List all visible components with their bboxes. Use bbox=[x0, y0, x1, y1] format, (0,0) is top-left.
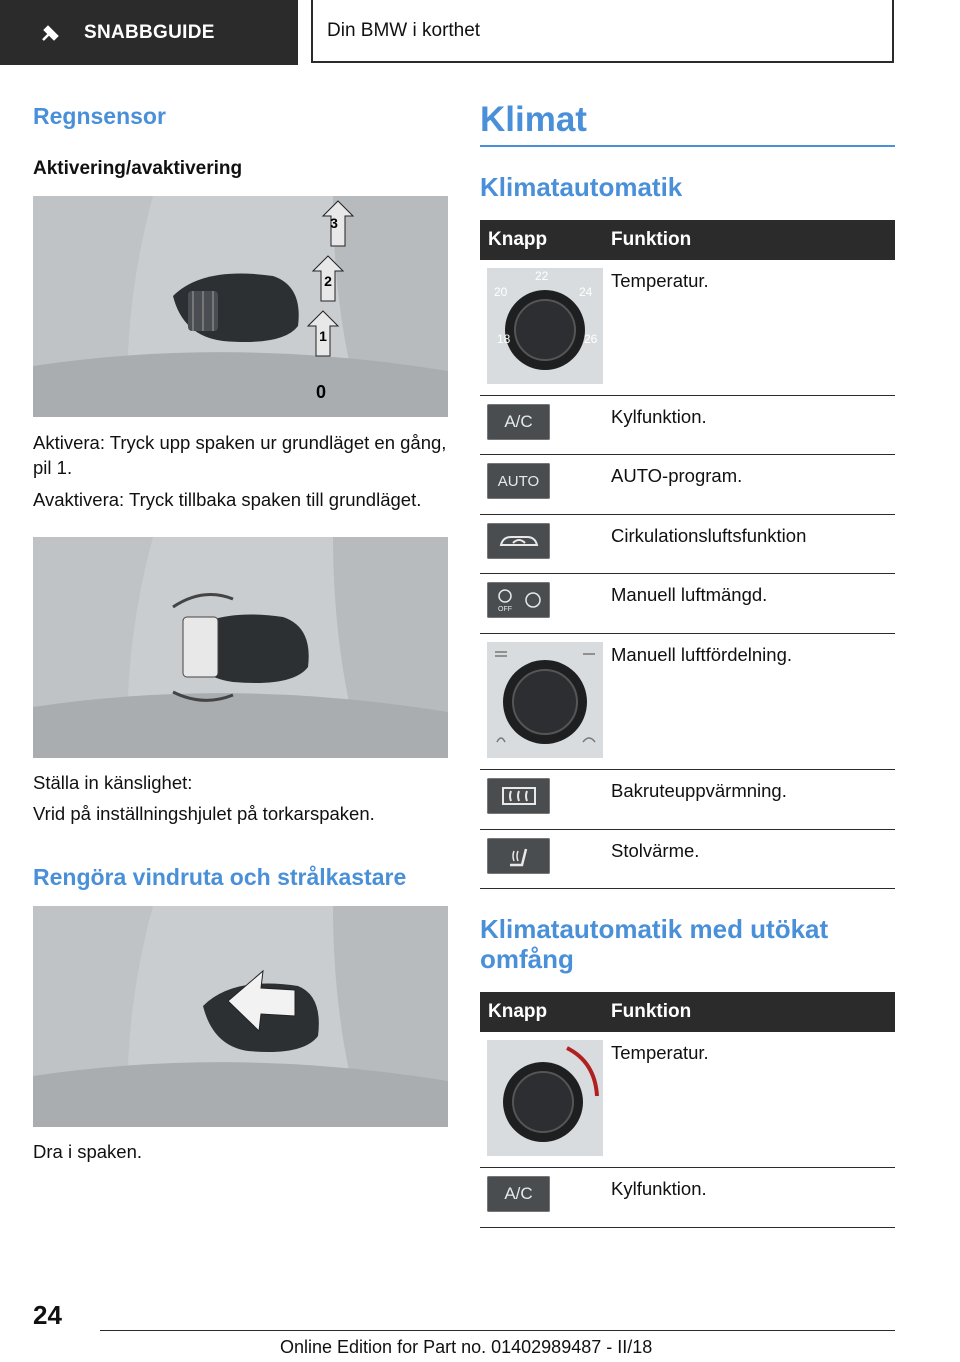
arrow-label: 3 bbox=[330, 215, 338, 231]
section-tab[interactable] bbox=[0, 0, 298, 65]
wiper-lever-photo-sensitivity bbox=[33, 537, 448, 758]
page-number: 24 bbox=[33, 1300, 62, 1330]
column-header-function: Funktion bbox=[611, 1001, 692, 1022]
arrow-label: 2 bbox=[324, 273, 332, 289]
table-row bbox=[480, 830, 895, 889]
section-title-rain-sensor: Regnsensor bbox=[33, 103, 166, 129]
knob-scale-label: 22 bbox=[535, 269, 549, 283]
rear-defrost-button-icon bbox=[487, 778, 550, 814]
text-pull: Dra i spaken. bbox=[33, 1141, 142, 1162]
table-row bbox=[480, 1168, 895, 1228]
table-row bbox=[480, 455, 895, 515]
table-row bbox=[480, 1032, 895, 1168]
auto-button-icon: AUTO bbox=[487, 463, 550, 499]
air-distribution-knob-icon bbox=[487, 642, 603, 758]
function-text: Stolvärme. bbox=[611, 840, 700, 861]
table-row bbox=[480, 396, 895, 455]
fan-button-icon bbox=[487, 582, 550, 618]
subheading-climate-extended: Klimatautomatik med utökat omfång bbox=[480, 914, 829, 974]
breadcrumb-label: Din BMW i korthet bbox=[327, 19, 481, 41]
arrow-label: 1 bbox=[319, 328, 327, 344]
temperature-knob-icon bbox=[487, 268, 603, 384]
recirculation-button-icon bbox=[487, 523, 550, 559]
subheading-activation: Aktivering/avaktivering bbox=[33, 158, 243, 179]
function-text: AUTO-program. bbox=[611, 465, 743, 486]
footer-divider bbox=[100, 1330, 895, 1331]
arrow-label: 0 bbox=[315, 382, 327, 402]
table-row bbox=[480, 574, 895, 634]
function-text: Temperatur. bbox=[611, 1042, 709, 1063]
climate-table bbox=[480, 220, 895, 889]
function-text: Bakruteuppvärmning. bbox=[611, 780, 787, 801]
table-row bbox=[480, 634, 895, 770]
table-row bbox=[480, 515, 895, 574]
function-text: Kylfunktion. bbox=[611, 1178, 707, 1199]
footer-edition: Online Edition for Part no. 01402989487 - II/18 bbox=[280, 1337, 653, 1357]
title-divider bbox=[480, 145, 895, 147]
page-title: Klimat bbox=[480, 100, 587, 139]
quick-guide-icon bbox=[40, 22, 62, 44]
column-header-button: Knapp bbox=[488, 229, 548, 250]
wiper-lever-photo-activation bbox=[33, 196, 448, 417]
climate-extended-table bbox=[480, 992, 895, 1228]
fan-off-label: OFF bbox=[497, 606, 512, 613]
table-header bbox=[480, 992, 895, 1032]
breadcrumb bbox=[311, 0, 894, 63]
ac-button-icon: A/C bbox=[487, 1176, 550, 1212]
seat-heating-button-icon bbox=[487, 838, 550, 874]
knob-scale-label: 26 bbox=[584, 332, 598, 346]
function-text: Temperatur. bbox=[611, 270, 709, 291]
text-sensitivity-desc: Vrid på inställningshjulet på torkarspaken. bbox=[33, 803, 375, 824]
function-text: Manuell luftfördelning. bbox=[611, 644, 792, 665]
knob-scale-label: 24 bbox=[579, 285, 593, 299]
column-header-button: Knapp bbox=[488, 1001, 548, 1022]
table-row bbox=[480, 260, 895, 396]
table-row bbox=[480, 770, 895, 830]
subheading-climate-auto: Klimatautomatik bbox=[480, 172, 683, 202]
section-title-washer: Rengöra vindruta och strålkastare bbox=[33, 864, 407, 890]
temperature-knob-icon bbox=[487, 1040, 603, 1156]
wiper-lever-photo-pull bbox=[33, 906, 448, 1127]
text-deactivate: Avaktivera: Tryck tillbaka spaken till grundläget. bbox=[33, 489, 422, 510]
function-text: Kylfunktion. bbox=[611, 406, 707, 427]
column-header-function: Funktion bbox=[611, 229, 692, 250]
text-sensitivity-label: Ställa in känslighet: bbox=[33, 772, 193, 793]
section-tab-label: SNABBGUIDE bbox=[84, 21, 215, 43]
function-text: Manuell luftmängd. bbox=[611, 584, 768, 605]
ac-button-icon: A/C bbox=[487, 404, 550, 440]
knob-scale-label: 18 bbox=[497, 332, 511, 346]
table-header bbox=[480, 220, 895, 260]
text-activate: Aktivera: Tryck upp spaken ur grundläget en gång, pil 1. bbox=[33, 432, 447, 478]
knob-scale-label: 20 bbox=[494, 285, 508, 299]
function-text: Cirkulationsluftsfunktion bbox=[611, 525, 807, 546]
